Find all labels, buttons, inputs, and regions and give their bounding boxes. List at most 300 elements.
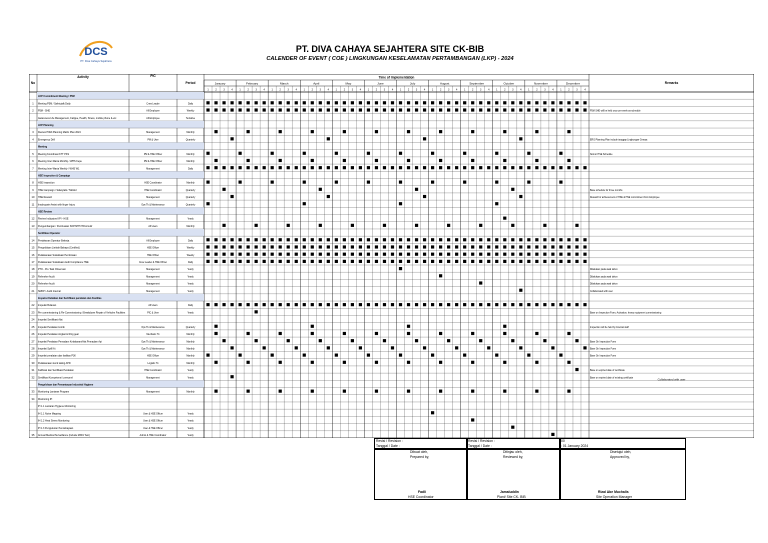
row-number: 32 [31,376,35,380]
schedule-mark [319,188,322,191]
schedule-mark [359,260,362,263]
schedule-mark [583,238,586,241]
schedule-mark [214,238,217,241]
schedule-mark [447,339,450,342]
schedule-mark [519,289,522,292]
schedule-mark [439,101,442,104]
schedule-mark [463,108,466,111]
schedule-mark [238,238,241,241]
schedule-mark [391,253,394,256]
schedule-mark [343,390,346,393]
row-activity: Pelaksanaan Sosialisasi Audit Compliance HSE [38,260,89,264]
schedule-mark [431,260,434,263]
schedule-mark [407,159,410,162]
signer-role-1: HSE Coordinator [408,495,434,499]
week-label: 3 [447,88,450,92]
schedule-mark [222,245,225,248]
schedule-mark [279,253,282,256]
month-label: May [345,81,352,86]
schedule-mark [495,238,498,241]
schedule-mark [463,260,466,263]
schedule-mark [519,245,522,248]
schedule-mark [206,303,209,306]
schedule-mark [455,166,458,169]
row-pic: All Employee [146,117,160,120]
schedule-mark [222,166,225,169]
company-title: PT. DIVA CAHAYA SEJAHTERA SITE CK-BIB [295,44,485,54]
row-pic: Crew Leader & HSE Officer [138,261,168,264]
schedule-mark [407,390,410,393]
section-row [37,229,204,236]
schedule-mark [535,108,538,111]
row-number: 27 [31,340,35,344]
row-remarks: Base On Inspection Form [590,341,617,344]
schedule-mark [303,303,306,306]
schedule-mark [287,101,290,104]
col-header-activity: Activity [77,75,89,79]
week-label: 1 [528,88,530,92]
schedule-mark [431,303,434,306]
schedule-mark [271,245,274,248]
row-pic: HSE Coordinator [144,182,162,185]
schedule-mark [511,253,514,256]
week-label: 4 [263,88,265,92]
row-number: 34 [31,397,35,401]
schedule-mark [271,181,274,184]
schedule-mark [551,166,554,169]
schedule-mark [343,253,346,256]
schedule-mark [575,368,578,371]
row-number: 8 [32,181,34,185]
row-pic: All Employee [146,240,160,243]
schedule-mark [230,346,233,349]
week-label: 4 [455,88,458,92]
schedule-mark [327,101,330,104]
schedule-mark [230,137,233,140]
schedule-mark [503,390,506,393]
schedule-mark [230,260,233,263]
schedule-mark [214,260,217,263]
schedule-mark [559,303,562,306]
schedule-mark [279,361,282,364]
schedule-mark [247,166,250,169]
prepared-by-id: Dibuat oleh, [410,450,429,454]
col-header-no: No [30,81,36,85]
schedule-mark [206,152,209,155]
date-label-1: Tanggal / Date : [376,444,400,448]
row-activity: Inspeksi Peralatan Angkat & Ring gear [38,333,79,337]
col-header-remarks: Remarks [664,81,679,85]
schedule-mark [463,152,466,155]
row-period: Daily [187,305,194,308]
month-label: April [313,81,320,86]
schedule-mark [335,303,338,306]
schedule-mark [206,108,209,111]
row-number: 22 [31,304,35,308]
week-label: 1 [207,88,209,92]
schedule-mark [335,101,338,104]
schedule-mark [471,390,474,393]
row-period: Monthly [186,132,195,135]
schedule-mark [423,195,426,198]
schedule-mark [214,101,217,104]
schedule-mark [487,260,490,263]
schedule-mark [423,137,426,140]
schedule-mark [375,245,378,248]
schedule-mark [407,253,410,256]
schedule-mark [583,253,586,256]
schedule-mark [575,303,578,306]
schedule-mark [431,411,434,414]
schedule-mark [439,274,442,277]
schedule-mark [247,303,250,306]
schedule-mark [343,361,346,364]
row-number: 4 [32,138,34,142]
week-label: 1 [239,88,241,92]
schedule-mark [415,253,418,256]
schedule-mark [279,166,282,169]
schedule-mark [311,325,314,328]
row-pic: All Users [148,225,158,228]
row-pic: Management [146,290,160,293]
schedule-mark [535,245,538,248]
schedule-mark [559,354,562,357]
schedule-mark [527,303,530,306]
schedule-mark [279,101,282,104]
schedule-mark [303,108,306,111]
schedule-mark [479,238,482,241]
row-activity: Kalibrasi dan Sertifikasi Peralatan [38,369,74,373]
row-activity: Monitoring Lantaran Program [38,390,70,394]
schedule-mark [247,253,250,256]
schedule-mark [375,332,378,335]
schedule-mark [327,238,330,241]
schedule-mark [287,245,290,248]
schedule-mark [559,152,562,155]
schedule-mark [367,245,370,248]
schedule-mark [495,202,498,205]
schedule-mark [263,346,266,349]
schedule-mark [271,108,274,111]
schedule-mark [535,390,538,393]
week-label: 2 [439,88,442,92]
schedule-mark [279,159,282,162]
schedule-mark [583,260,586,263]
schedule-mark [343,108,346,111]
schedule-mark [367,101,370,104]
schedule-mark [279,245,282,248]
schedule-mark [247,260,250,263]
schedule-mark [311,166,314,169]
schedule-mark [255,166,258,169]
week-label: 1 [367,88,370,92]
schedule-mark [519,108,522,111]
schedule-mark [343,166,346,169]
signer-role-2: Plant/ Site CK- BIB [497,495,526,499]
schedule-mark [487,108,490,111]
row-number: 19 [31,275,35,279]
col-header-time: Time of Implementation [378,75,415,80]
schedule-mark [255,310,258,313]
schedule-mark [495,101,498,104]
schedule-mark [463,303,466,306]
schedule-mark [471,238,474,241]
schedule-mark [447,224,450,227]
schedule-mark [519,137,522,140]
schedule-mark [327,346,330,349]
schedule-mark [423,245,426,248]
schedule-mark [359,108,362,111]
week-label: 1 [496,88,498,92]
week-label: 4 [231,88,233,92]
schedule-mark [399,181,402,184]
schedule-mark [551,433,554,436]
row-period: Quarterly [185,326,196,329]
schedule-mark [383,245,386,248]
schedule-mark [567,303,570,306]
schedule-mark [399,152,402,155]
schedule-mark [519,238,522,241]
schedule-mark [455,303,458,306]
schedule-mark [375,166,378,169]
schedule-mark [543,260,546,263]
row-activity: Monitoring IH [38,397,53,401]
schedule-mark [367,238,370,241]
schedule-mark [583,101,586,104]
row-activity: HSE Inspection [38,181,55,185]
schedule-mark [583,303,586,306]
row-remarks: Dilakukan pada awal tahun [590,269,618,272]
schedule-mark [206,354,209,357]
schedule-mark [222,339,225,342]
row-period: Yearly [187,290,194,293]
schedule-mark [415,188,418,191]
row-period: Weekly [186,254,195,257]
schedule-mark [255,260,258,263]
schedule-mark [431,253,434,256]
row-period: Yearly [187,377,194,380]
schedule-mark [383,339,386,342]
schedule-mark [399,253,402,256]
row-period: Daily [187,261,194,264]
schedule-mark [559,166,562,169]
schedule-mark [263,253,266,256]
schedule-mark [407,101,410,104]
row-pic: HSE Coordinator [144,189,162,192]
week-label: 2 [568,88,570,92]
schedule-mark [471,418,474,421]
row-number: 7 [32,167,34,171]
row-activity: HSE Review [38,210,52,214]
row-pic: User & HSE Officer [143,420,163,423]
schedule-mark [327,303,330,306]
schedule-mark [214,253,217,256]
schedule-mark [238,181,241,184]
row-number: 25 [31,325,35,329]
schedule-mark [535,159,538,162]
schedule-mark [230,375,233,378]
schedule-mark [415,339,418,342]
week-label: 2 [504,88,506,92]
schedule-mark [335,354,338,357]
schedule-mark [222,188,225,191]
schedule-mark [287,253,290,256]
schedule-mark [263,108,266,111]
row-period: Monthly [186,225,195,228]
schedule-mark [238,166,241,169]
reviewed-by-en: Reviewed by, [503,455,524,459]
schedule-mark [375,159,378,162]
schedule-mark [287,339,290,342]
row-period: Monthly [186,348,195,351]
schedule-mark [503,108,506,111]
row-activity: Pengembangan / Pembuatan SOP/STP/IT/Formulir [38,224,93,228]
row-activity: IH 1.1 Noise Mapping [38,412,61,416]
row-remarks: Reward for achievement of HSE & HSE commitment from Employee [590,197,660,200]
row-remarks: P5M SHE will be held once per week as schedule [590,110,641,113]
schedule-mark [375,253,378,256]
schedule-mark [295,166,298,169]
schedule-mark [319,238,322,241]
schedule-mark [407,245,410,248]
schedule-mark [279,390,282,393]
row-period: Quarterly [185,189,196,192]
schedule-mark [303,166,306,169]
schedule-mark [399,202,402,205]
week-label: 1 [464,88,466,92]
schedule-mark [206,101,209,104]
month-label: July [409,81,416,86]
schedule-mark [567,390,570,393]
schedule-mark [503,217,506,220]
schedule-mark [567,108,570,111]
row-activity: P5M - SHE [38,109,50,113]
signer-name-3: Rizal Abe Muchalis [598,490,629,494]
schedule-mark [567,130,570,133]
schedule-mark [407,303,410,306]
schedule-mark [230,108,233,111]
row-period: Yearly [187,413,194,416]
row-pic: HSE Coordinator [144,370,162,373]
schedule-mark [439,390,442,393]
schedule-mark [214,332,217,335]
schedule-mark [327,195,330,198]
row-activity: HSE Inspection & Campaign [38,174,71,178]
schedule-mark [407,325,410,328]
calendar-grid [29,74,754,438]
row-period: Monthly [186,182,195,185]
row-activity: Refresher Audit [38,275,55,279]
schedule-mark [287,166,290,169]
schedule-mark [279,260,282,263]
schedule-mark [367,108,370,111]
schedule-mark [351,224,354,227]
row-activity: IH 1.3 Pengukuran Pencahayaan [38,426,74,430]
schedule-mark [511,101,514,104]
schedule-mark [399,303,402,306]
row-number: 23 [31,311,35,315]
month-label: February [246,81,259,86]
schedule-mark [399,354,402,357]
schedule-mark [222,101,225,104]
row-period: Tentative [185,117,196,120]
schedule-mark [423,260,426,263]
date-label-2: Tanggal / Date : [468,444,492,448]
week-label: 3 [576,88,578,92]
schedule-mark [511,260,514,263]
schedule-mark [487,166,490,169]
schedule-mark [230,245,233,248]
row-number: 15 [31,246,35,250]
schedule-mark [535,253,538,256]
row-period: Daily [187,240,194,243]
schedule-mark [551,101,554,104]
schedule-mark [415,245,418,248]
schedule-mark [479,260,482,263]
schedule-mark [222,108,225,111]
schedule-mark [319,166,322,169]
schedule-mark [479,101,482,104]
schedule-mark [222,238,225,241]
schedule-mark [375,390,378,393]
schedule-mark [503,260,506,263]
schedule-mark [559,260,562,263]
schedule-mark [206,166,209,169]
row-activity: Inspeksi Peralatan Pemadam Kebakaran/Alat Pemadam Api [38,340,102,344]
schedule-mark [431,245,434,248]
schedule-mark [519,101,522,104]
schedule-mark [391,245,394,248]
schedule-mark [295,108,298,111]
row-period: Yearly [187,269,194,272]
schedule-mark [423,303,426,306]
schedule-mark [407,332,410,335]
row-period: Yearly [187,427,194,430]
schedule-mark [495,108,498,111]
schedule-mark [535,332,538,335]
schedule-mark [455,253,458,256]
row-remarks: ERG Planning Plan include tanggap Lingkungan Gempa [590,139,648,142]
schedule-mark [487,303,490,306]
schedule-mark [343,245,346,248]
schedule-mark [399,101,402,104]
schedule-mark [319,253,322,256]
row-activity: Pelaksanaan Sosialisasi Pembinaan [38,253,77,257]
schedule-mark [567,253,570,256]
col-header-pic: PIC [150,74,156,78]
row-number: 3 [32,131,34,135]
schedule-mark [351,253,354,256]
schedule-mark [455,346,458,349]
row-number: 5 [32,152,34,156]
row-pic: Ops Tk & Maintenance [141,204,165,207]
schedule-mark [263,166,266,169]
schedule-mark [415,260,418,263]
row-pic: Crew Leader [146,103,160,106]
schedule-mark [343,238,346,241]
row-remarks: Base schedule for three months [590,189,623,192]
row-period: Yearly [187,283,194,286]
schedule-mark [287,238,290,241]
schedule-mark [319,224,322,227]
month-label: December [566,81,580,86]
schedule-mark [583,245,586,248]
signer-role-3: Site Operation Manager [596,495,632,499]
row-pic: PM & User [147,139,159,142]
schedule-mark [463,238,466,241]
row-pic: PIC & User [147,312,159,315]
row-activity: Awareness Life Management, Fatigue, Health, Stress, mobile phone & etc [38,116,117,120]
